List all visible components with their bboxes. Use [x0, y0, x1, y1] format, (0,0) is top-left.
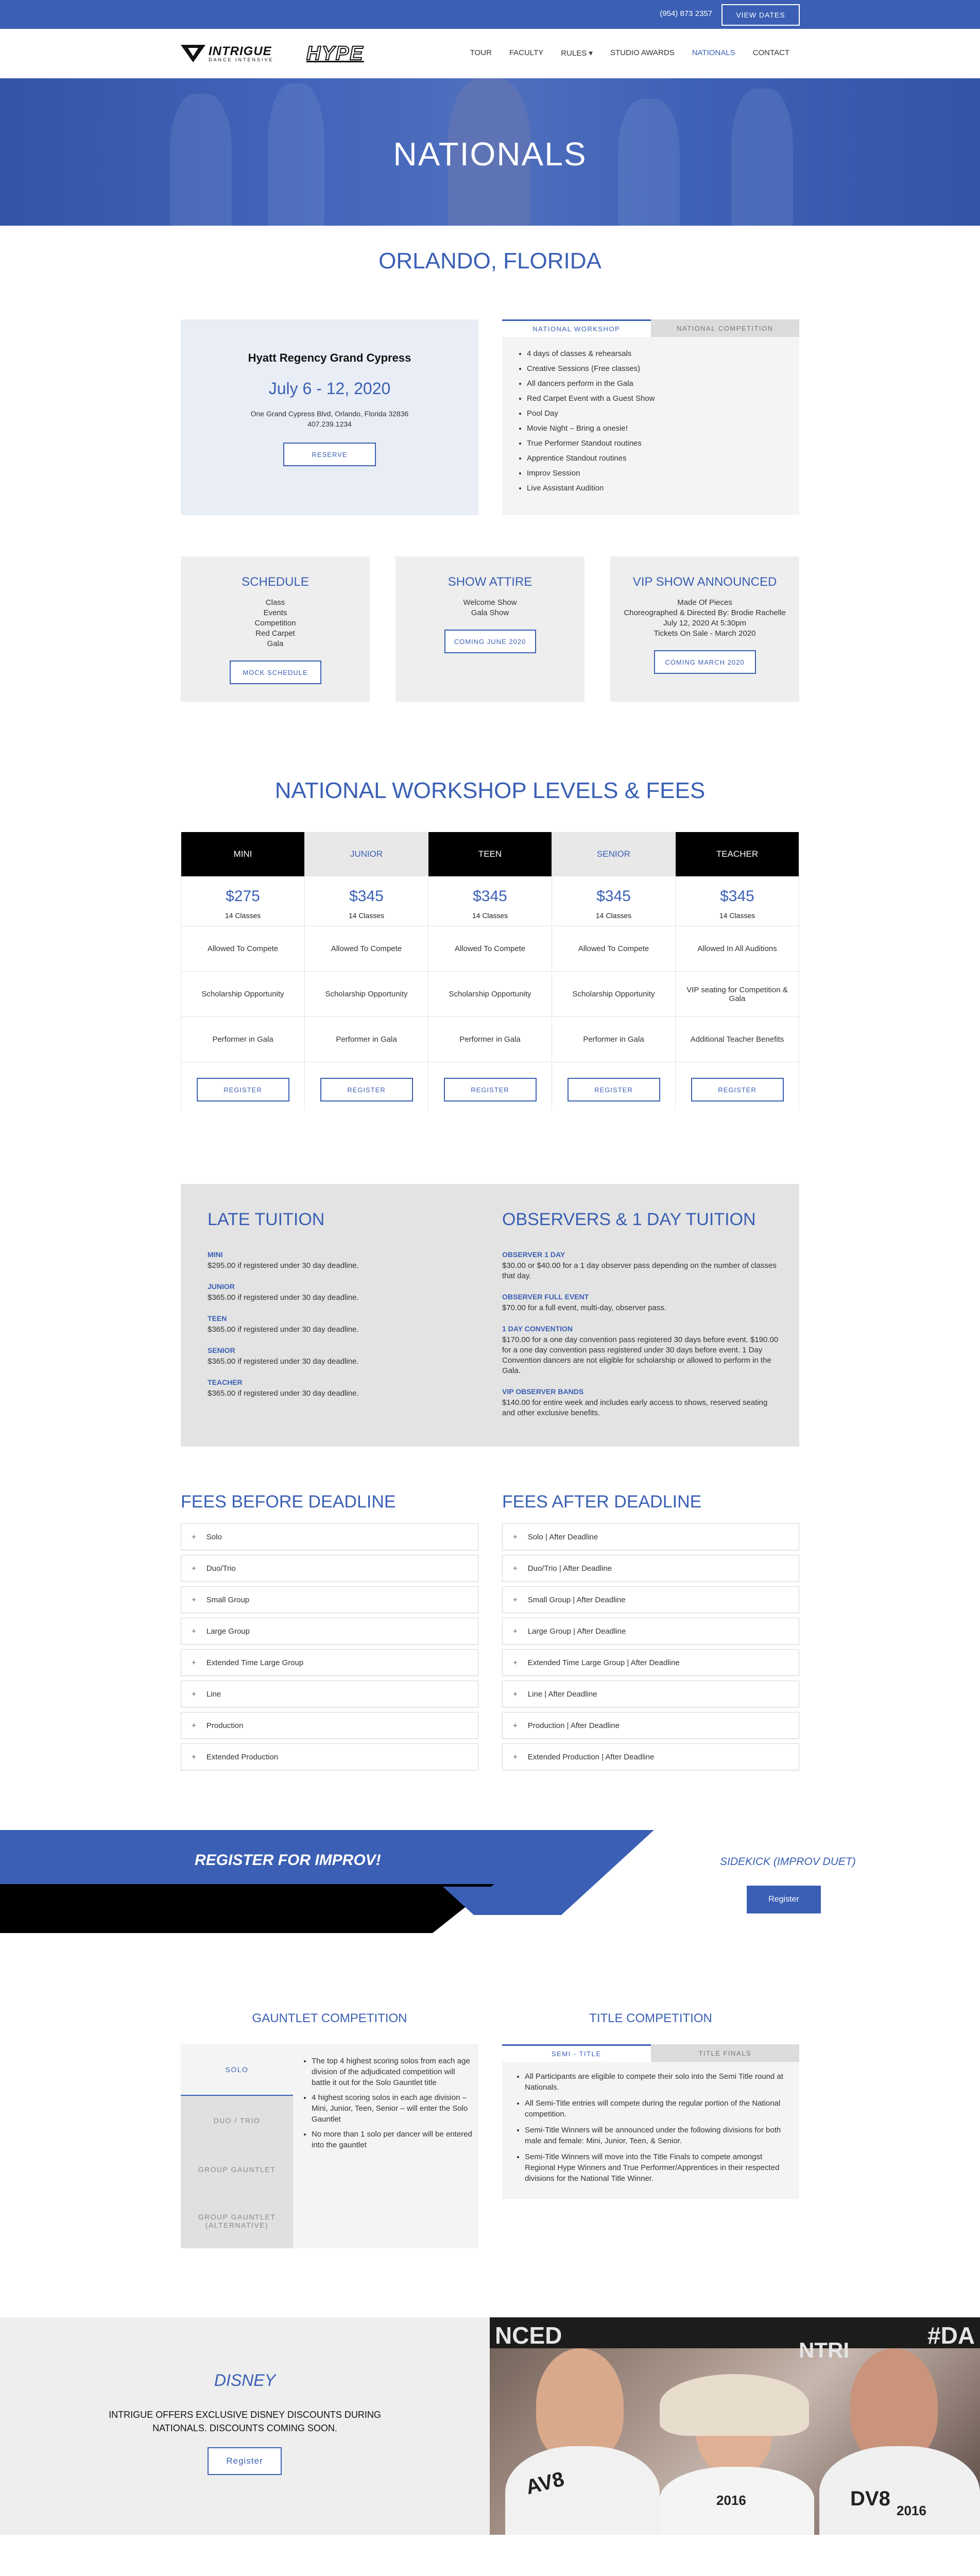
fee-accordion-item[interactable]: + Duo/Trio: [181, 1555, 478, 1582]
nav-rules[interactable]: RULES ▾: [561, 49, 593, 58]
tuition-item: [208, 1378, 465, 1399]
register-button-junior[interactable]: REGISTER: [320, 1078, 413, 1101]
level-column-teacher: [675, 832, 799, 1110]
levels-title: NATIONAL WORKSHOP LEVELS & FEES: [274, 778, 706, 803]
level-classes: 14 Classes: [428, 911, 552, 926]
list-item: • 4 days of classes & rehearsals: [527, 346, 799, 361]
coming-march-button[interactable]: COMING MARCH 2020: [654, 650, 756, 674]
list-item: • Improv Session: [527, 466, 799, 481]
tuition-text: $365.00 if registered under 30 day deadline.: [208, 1357, 359, 1366]
logo-hype-text: HYPE: [306, 42, 364, 64]
level-feature: Performer in Gala: [181, 1017, 304, 1062]
mock-schedule-button[interactable]: MOCK SCHEDULE: [230, 660, 321, 684]
tuition-item: [502, 1325, 780, 1376]
fee-accordion-item[interactable]: + Production | After Deadline: [502, 1712, 799, 1739]
list-item: • Red Carpet Event with a Guest Show: [527, 391, 799, 406]
level-column-senior: [552, 832, 675, 1110]
reserve-button[interactable]: RESERVE: [283, 443, 376, 466]
footer: [0, 2535, 980, 2576]
title-comp-rules: [502, 2071, 799, 2184]
level-feature: Allowed To Compete: [305, 926, 428, 972]
card-lines: [181, 598, 370, 649]
nav-links: [470, 48, 789, 58]
tab-semi-title[interactable]: SEMI - TITLE: [502, 2044, 651, 2062]
fee-accordion-item[interactable]: + Large Group | After Deadline: [502, 1618, 799, 1645]
disney-section: [0, 2317, 490, 2535]
tuition-label: MINI: [208, 1250, 223, 1259]
fee-accordion-item[interactable]: + Extended Time Large Group: [181, 1649, 478, 1676]
gauntlet-rules: [293, 2056, 473, 2150]
tuition-item: [208, 1250, 465, 1271]
register-improv-heading[interactable]: REGISTER FOR IMPROV!: [195, 1852, 381, 1869]
list-item: • Creative Sessions (Free classes): [527, 361, 799, 376]
person-face-shape: [536, 2348, 624, 2462]
page-title: NATIONALS: [393, 135, 587, 173]
level-column-mini: [181, 832, 304, 1110]
gauntlet-tabs: [181, 2044, 478, 2248]
level-name: TEEN: [428, 832, 552, 876]
tab-national-competition[interactable]: NATIONAL COMPETITION: [651, 319, 800, 337]
level-classes: 14 Classes: [305, 911, 428, 926]
tuition-label: OBSERVER FULL EVENT: [502, 1293, 589, 1301]
card-title: SHOW ATTIRE: [448, 575, 532, 589]
level-price: $345: [473, 888, 507, 905]
title-comp-title: TITLE COMPETITION: [589, 2011, 712, 2025]
fees-after-list: [502, 1523, 799, 1770]
tuition-text: $30.00 or $40.00 for a 1 day observer pass depending on the number of classes that day.: [502, 1261, 777, 1280]
tab-group-gauntlet[interactable]: GROUP GAUNTLET: [198, 2165, 276, 2174]
level-feature: Scholarship Opportunity: [181, 972, 304, 1017]
fee-accordion-item[interactable]: + Duo/Trio | After Deadline: [502, 1555, 799, 1582]
list-item: • Apprentice Standout routines: [527, 451, 799, 466]
level-feature: Performer in Gala: [428, 1017, 552, 1062]
fee-accordion-item[interactable]: + Line: [181, 1681, 478, 1707]
main-nav: [0, 29, 980, 78]
observers-title: OBSERVERS & 1 DAY TUITION: [502, 1210, 756, 1229]
person-shirt-shape: [819, 2446, 980, 2535]
intrigue-logo[interactable]: [181, 40, 274, 67]
late-tuition-title: LATE TUITION: [208, 1210, 325, 1229]
tuition-label: 1 DAY CONVENTION: [502, 1325, 573, 1333]
observers-tuition: [502, 1210, 780, 1418]
level-classes: 14 Classes: [676, 911, 799, 926]
card-title: SCHEDULE: [242, 575, 309, 589]
view-dates-button[interactable]: VIEW DATES: [721, 4, 800, 26]
tuition-label: OBSERVER 1 DAY: [502, 1250, 565, 1259]
tuition-item: [502, 1387, 780, 1418]
hype-logo[interactable]: [306, 40, 364, 67]
level-classes: 14 Classes: [181, 911, 304, 926]
tuition-label: TEACHER: [208, 1378, 243, 1386]
improv-banner: [0, 1830, 980, 1936]
disney-title: DISNEY: [214, 2371, 276, 2389]
card-title: VIP SHOW ANNOUNCED: [632, 575, 777, 589]
venue-name: Hyatt Regency Grand Cypress: [248, 351, 411, 364]
location-title: ORLANDO, FLORIDA: [379, 248, 601, 274]
nav-tour[interactable]: TOUR: [470, 48, 492, 57]
tab-group-gauntlet-alt[interactable]: GROUP GAUNTLET (ALTERNATIVE): [198, 2213, 276, 2229]
fee-accordion-item[interactable]: + Extended Time Large Group | After Deadline: [502, 1649, 799, 1676]
register-button-mini[interactable]: REGISTER: [197, 1078, 289, 1101]
register-button-senior[interactable]: REGISTER: [568, 1078, 660, 1101]
level-price: $345: [349, 888, 384, 905]
level-feature: Allowed To Compete: [181, 926, 304, 972]
card-line: Made Of Pieces: [677, 598, 732, 607]
level-feature: Scholarship Opportunity: [305, 972, 428, 1017]
level-feature: Additional Teacher Benefits: [676, 1017, 799, 1062]
card-line: Welcome Show: [463, 598, 517, 607]
coming-june-button[interactable]: COMING JUNE 2020: [444, 630, 536, 653]
phone-number[interactable]: (954) 873 2357: [660, 9, 712, 18]
tuition-label: SENIOR: [208, 1346, 235, 1354]
nav-contact[interactable]: CONTACT: [752, 48, 789, 57]
photo-banner-text: NCED: [495, 2322, 562, 2349]
tuition-text: $295.00 if registered under 30 day deadline.: [208, 1261, 359, 1270]
level-feature: Scholarship Opportunity: [428, 972, 552, 1017]
hero-banner: [0, 78, 980, 226]
vip-show-card: [610, 556, 799, 702]
list-item: • All dancers perform in the Gala: [527, 376, 799, 391]
venue-card: [181, 319, 478, 515]
title-comp-tabs: [502, 2044, 799, 2199]
top-bar: [0, 0, 980, 29]
workshop-tab-header: [502, 319, 799, 337]
list-item: • Movie Night – Bring a onesie!: [527, 421, 799, 436]
venue-dates: July 6 - 12, 2020: [268, 379, 391, 398]
card-line: Tickets On Sale - March 2020: [654, 629, 756, 638]
fee-accordion-item[interactable]: + Line | After Deadline: [502, 1681, 799, 1707]
disney-photo: [490, 2317, 980, 2535]
level-feature: Scholarship Opportunity: [552, 972, 675, 1017]
fees-after-title: FEES AFTER DEADLINE: [502, 1492, 702, 1512]
nav-faculty[interactable]: FACULTY: [509, 48, 544, 57]
tuition-text: $70.00 for a full event, multi-day, observer pass.: [502, 1303, 667, 1312]
late-tuition: [208, 1210, 465, 1399]
level-feature: Allowed In All Auditions: [676, 926, 799, 972]
fee-accordion-item[interactable]: + Small Group | After Deadline: [502, 1586, 799, 1613]
list-item: • All Semi-Title entries will compete during the regular portion of the National competition.: [525, 2098, 787, 2120]
workshop-feature-list: [502, 346, 799, 496]
tuition-item: [208, 1346, 465, 1367]
sidekick-label: SIDEKICK (IMPROV DUET): [720, 1856, 856, 1868]
tuition-item: [208, 1314, 465, 1335]
tuition-label: TEEN: [208, 1314, 227, 1323]
list-item: • No more than 1 solo per dancer will be entered into the gauntlet: [312, 2129, 473, 2150]
register-button-teacher[interactable]: REGISTER: [691, 1078, 784, 1101]
nav-nationals[interactable]: NATIONALS: [692, 48, 735, 57]
level-price: $345: [720, 888, 754, 905]
fee-accordion-item[interactable]: + Extended Production | After Deadline: [502, 1743, 799, 1770]
card-line: Competition: [254, 619, 296, 628]
level-feature: Performer in Gala: [305, 1017, 428, 1062]
level-feature: Performer in Gala: [552, 1017, 675, 1062]
fees-after-section: [502, 1492, 799, 1770]
list-item: • Semi-Title Winners will move into the Title Finals to compete amongst Regional Hype Winners and True Performer/Apprentices in their respected divisions for the National Title Winner.: [525, 2151, 787, 2184]
level-classes: 14 Classes: [552, 911, 675, 926]
fees-before-title: FEES BEFORE DEADLINE: [181, 1492, 396, 1512]
shirt-text: DV8: [850, 2487, 890, 2510]
level-feature: Allowed To Compete: [428, 926, 552, 972]
list-item: • Live Assistant Audition: [527, 481, 799, 496]
level-name: MINI: [181, 832, 304, 876]
tuition-text: $365.00 if registered under 30 day deadline.: [208, 1325, 359, 1334]
photo-banner-text: #DA: [927, 2322, 975, 2349]
gauntlet-title: GAUNTLET COMPETITION: [252, 2011, 407, 2025]
card-line: Class: [265, 598, 285, 607]
title-tab-header: [502, 2044, 799, 2062]
disney-text: INTRIGUE OFFERS EXCLUSIVE DISNEY DISCOUNTS DURING NATIONALS. DISCOUNTS COMING SOON.: [109, 2410, 381, 2433]
level-name: TEACHER: [676, 832, 799, 876]
venue-phone: 407.239.1234: [307, 420, 352, 428]
improv-banner-shapes: [0, 1830, 980, 1936]
list-item: • The top 4 highest scoring solos from each age division of the adjudicated competition will battle it out for the Solo Gauntlet title: [312, 2056, 473, 2088]
level-column-teen: [428, 832, 552, 1110]
fee-accordion-item[interactable]: + Large Group: [181, 1618, 478, 1645]
card-line: July 12, 2020 At 5:30pm: [663, 619, 746, 628]
list-item: • True Performer Standout routines: [527, 436, 799, 451]
logo-intrigue-text: INTRIGUE: [209, 44, 272, 58]
tuition-item: [208, 1282, 465, 1303]
intrigue-mark-icon: [181, 45, 205, 62]
card-line: Choreographed & Directed By: Brodie Rachelle: [624, 608, 786, 617]
card-lines: [610, 598, 799, 639]
photo-banner-text: NTRI: [799, 2338, 849, 2362]
person-hair-shape: [660, 2374, 809, 2436]
venue-address: One Grand Cypress Blvd, Orlando, Florida 32836: [250, 410, 409, 418]
list-item: • Semi-Title Winners will be announced under the following divisions for both male and female: Mini, Junior, Teen, & Senior.: [525, 2125, 787, 2146]
tuition-label: VIP OBSERVER BANDS: [502, 1387, 584, 1396]
list-item: • 4 highest scoring solos in each age division – Mini, Junior, Teen, Senior – will enter the Solo Gauntlet: [312, 2092, 473, 2125]
card-line: Events: [263, 608, 287, 617]
level-feature: Allowed To Compete: [552, 926, 675, 972]
nav-studio-awards[interactable]: STUDIO AWARDS: [610, 48, 675, 57]
tuition-label: JUNIOR: [208, 1282, 235, 1291]
photo-backdrop: [490, 2317, 980, 2348]
tuition-text: $365.00 if registered under 30 day deadline.: [208, 1389, 359, 1398]
shirt-text: 2016: [716, 2493, 746, 2508]
level-name: JUNIOR: [305, 832, 428, 876]
card-lines: [396, 598, 584, 618]
disney-register-button[interactable]: Register: [208, 2447, 282, 2475]
fee-accordion-item[interactable]: + Small Group: [181, 1586, 478, 1613]
schedule-card: [181, 556, 370, 702]
tab-solo[interactable]: SOLO: [181, 2044, 293, 2096]
tuition-item: [502, 1250, 780, 1281]
tuition-item: [502, 1293, 780, 1313]
show-attire-card: [396, 556, 584, 702]
workshop-tabs: [502, 319, 799, 515]
card-line: Red Carpet: [255, 629, 295, 638]
tab-title-finals[interactable]: TITLE FINALS: [651, 2044, 800, 2062]
card-line: Gala: [267, 639, 284, 648]
fee-accordion-item[interactable]: + Solo | After Deadline: [502, 1523, 799, 1550]
level-feature: VIP seating for Competition & Gala: [676, 972, 799, 1017]
list-item: • All Participants are eligible to compete their solo into the Semi Title round at Nationals.: [525, 2071, 787, 2093]
level-column-junior: [304, 832, 428, 1110]
level-price: $345: [596, 888, 631, 905]
tuition-text: $140.00 for entire week and includes early access to shows, reserved seating and other exclusive benefits.: [502, 1398, 768, 1417]
fees-before-section: [181, 1492, 478, 1770]
tuition-panel: [181, 1184, 799, 1447]
fee-accordion-item[interactable]: + Solo: [181, 1523, 478, 1550]
tab-national-workshop[interactable]: NATIONAL WORKSHOP: [502, 319, 651, 337]
logo-intrigue-sub: DANCE INTENSIVE: [209, 57, 274, 62]
fees-before-list: [181, 1523, 478, 1770]
shirt-text: AV8: [523, 2467, 566, 2499]
level-price: $275: [226, 888, 260, 905]
shirt-text: 2016: [897, 2503, 926, 2518]
level-name: SENIOR: [552, 832, 675, 876]
list-item: • Pool Day: [527, 406, 799, 421]
gauntlet-tab-list: [181, 2044, 293, 2248]
tab-duo-trio[interactable]: DUO / TRIO: [213, 2116, 261, 2125]
card-line: Gala Show: [471, 608, 509, 617]
person-face-shape: [850, 2348, 938, 2462]
sidekick-register-button[interactable]: Register: [747, 1886, 821, 1913]
fee-accordion-item[interactable]: + Extended Production: [181, 1743, 478, 1770]
fee-accordion-item[interactable]: + Production: [181, 1712, 478, 1739]
register-button-teen[interactable]: REGISTER: [444, 1078, 537, 1101]
tuition-text: $170.00 for a one day convention pass registered 30 days before event. $190.00 for a one day convention pass registered under 30 days before event. 1 Day Convention dancers are not eligible for scholarship or allowed to perform in the Gala.: [502, 1335, 779, 1375]
tuition-text: $365.00 if registered under 30 day deadline.: [208, 1293, 359, 1302]
